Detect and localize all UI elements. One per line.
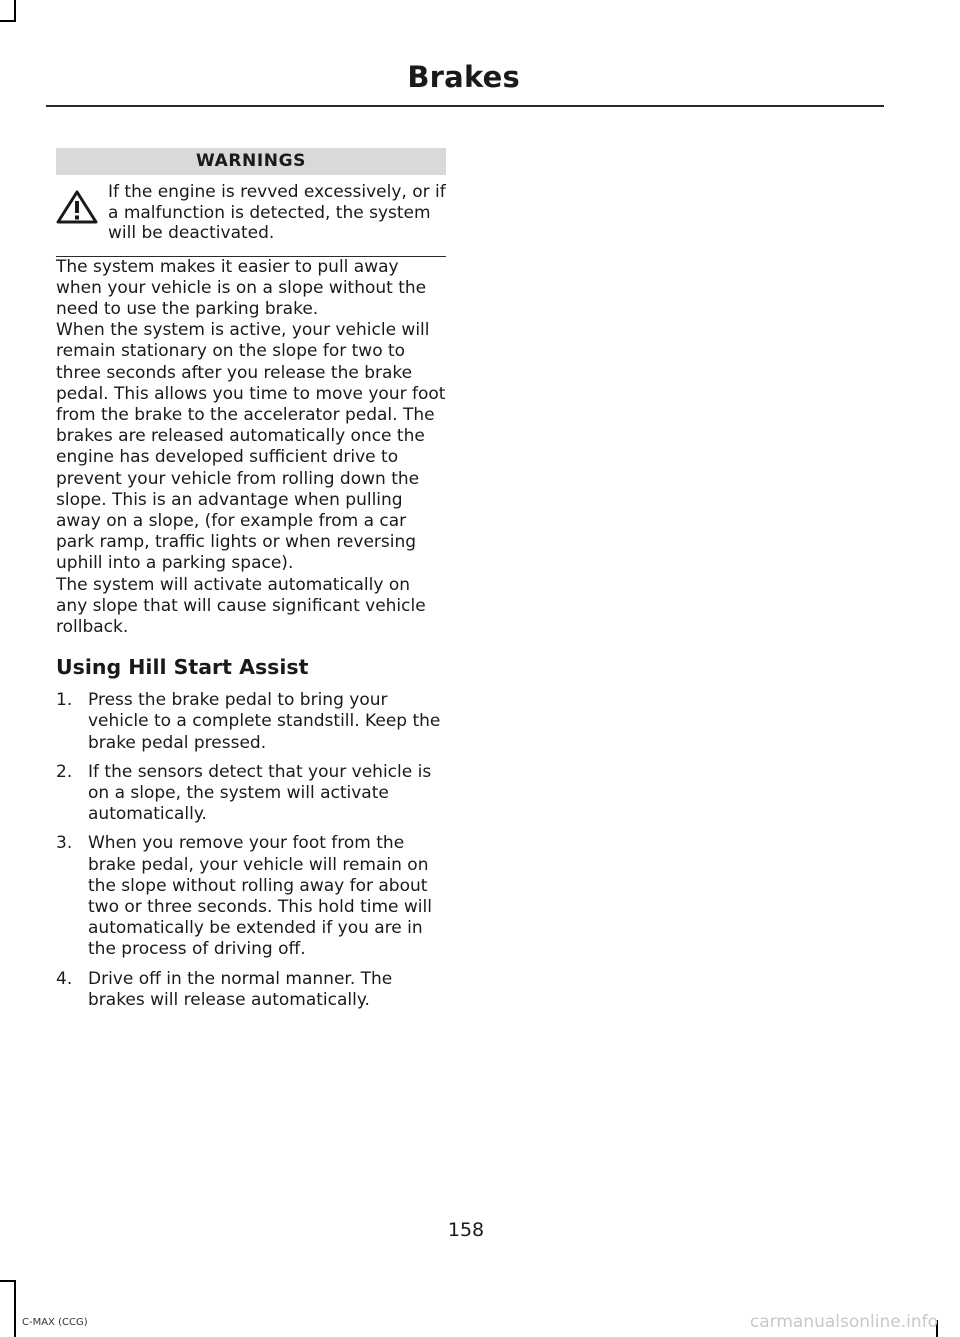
page-title: Brakes bbox=[407, 60, 520, 94]
crop-mark bbox=[14, 0, 16, 22]
list-item bbox=[56, 969, 446, 1011]
warning-text: If the engine is revved excessively, or if a malfunction is detected, the system will be deactivated. bbox=[108, 182, 446, 243]
body-paragraph: The system will activate automatically on any slope that will cause significant vehicle rollback. bbox=[56, 574, 426, 637]
step-text: When you remove your foot from the brake pedal, your vehicle will remain on the slope without rolling away for about two or three seconds. This hold time will automatically be extended if you are in the process of driving off. bbox=[88, 833, 432, 960]
list-item bbox=[56, 833, 446, 960]
step-number: 2. bbox=[56, 761, 73, 782]
steps-list bbox=[56, 690, 446, 1011]
watermark: carmanualsonline.info bbox=[749, 1312, 938, 1332]
warnings-box bbox=[56, 148, 446, 257]
crop-mark bbox=[0, 1280, 16, 1282]
header-rule bbox=[46, 105, 884, 107]
body-paragraph: When the system is active, your vehicle will remain stationary on the slope for two to three seconds after you release the brake pedal. This allows you time to move your foot from the brake to the accelerator pedal. The brakes are released automatically once the engine has developed sufficient drive to prevent your vehicle from rolling down the slope. This is an advantage when pulling away on a slope, (for example from a car park ramp, traffic lights or when reversing uphill into a parking space). bbox=[56, 320, 446, 574]
warnings-heading: WARNINGS bbox=[56, 148, 446, 175]
step-text: Drive off in the normal manner. The brakes will release automatically. bbox=[88, 968, 393, 1010]
step-number: 3. bbox=[56, 833, 73, 854]
list-item bbox=[56, 762, 446, 826]
list-item bbox=[56, 690, 446, 754]
content-column bbox=[56, 148, 446, 1019]
crop-mark bbox=[14, 1280, 16, 1337]
step-number: 1. bbox=[56, 690, 73, 711]
warning-triangle-icon bbox=[56, 182, 104, 244]
body-paragraph: The system makes it easier to pull away when your vehicle is on a slope without the need to use the parking brake. bbox=[56, 256, 427, 319]
footer-model: C-MAX (CCG) bbox=[22, 1317, 88, 1328]
step-number: 4. bbox=[56, 968, 73, 989]
step-text: If the sensors detect that your vehicle is on a slope, the system will activate automatically. bbox=[88, 761, 432, 825]
page-number: 158 bbox=[447, 1219, 485, 1241]
step-text: Press the brake pedal to bring your vehicle to a complete standstill. Keep the brake pedal pressed. bbox=[88, 690, 441, 753]
warning-item bbox=[56, 175, 446, 257]
crop-mark bbox=[0, 20, 16, 22]
section-heading: Using Hill Start Assist bbox=[56, 655, 309, 680]
